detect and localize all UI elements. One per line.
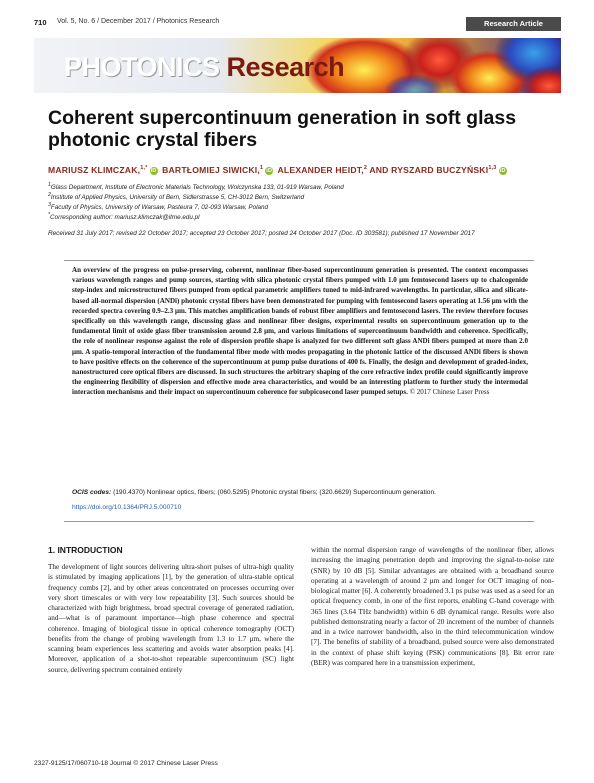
- orcid-icon[interactable]: iD: [150, 167, 157, 174]
- abstract-text: An overview of the progress on pulse-preserving, coherent, nonlinear fiber-based supercontinuum generation is presented. The context encompasses various wavelength ranges and pump sources, starting with silica photonic crystal fibers pumped with 1.0 μm femtosecond lasers up to chalcogenide step-index and microstructured fibers pumped from optical parametric amplifiers tuned to mid-infrared wavelengths. In particular, silica and silicate-based all-normal dispersion (ANDi) photonic crystal fibers have been demonstrated for pumping with femtosecond lasers operating at 1.56 μm with the recorded spectra covering 0.9–2.3 μm. This matches amplification bands of robust fiber amplifiers and femtosecond lasers. The review therefore focuses specifically on this wavelength range, discussing glass and nonlinear fiber designs, experimental results on supercontinuum generation up to the fundamental limit of oxide glass fiber transmission around 2.8 μm, and various limitations of supercontinuum bandwidth and coherence. Specifically, the role of nonlinear response against the role of dispersion profile shape is analyzed for two different soft glass ANDi fibers pumped at more than 2.0 μm. A spatio-temporal interaction of the fundamental fiber mode with modes propagating in the photonic lattice of the discussed ANDi fibers is shown to have positive effects on the coherence of the supercontinuum at pump pulse durations of 400 fs. Finally, the design and development of graded-index, nanostructured core optical fibers are discussed. In such structures the arbitrary shaping of the core refractive index profile could significantly improve the engineering flexibility of dispersion and effective mode area characteristics, and would be an interesting platform to further study the intermodal interaction mechanisms and their impact on supercontinuum coherence for subpicosecond laser pumped setups.: [72, 266, 528, 397]
- affiliation-text: Institute of Applied Physics, University of Bern, Sidlerstrasse 5, CH-3012 Bern, Switzerland: [50, 194, 305, 202]
- affiliation-text: Faculty of Physics, University of Warsaw, Pasteura 7, 02-093 Warsaw, Poland: [50, 204, 269, 212]
- author-name: MARIUSZ KLIMCZAK,: [48, 165, 141, 175]
- paper-title: Coherent supercontinuum generation in soft glass photonic crystal fibers: [48, 107, 517, 151]
- abstract: [72, 265, 528, 398]
- publication-history: Received 31 July 2017; revised 22 October 2017; accepted 23 October 2017; posted 24 October 2017 (Doc. ID 303581); published 17 November 2017: [48, 230, 475, 237]
- doi-link[interactable]: https://doi.org/10.1364/PRJ.5.000710: [72, 504, 182, 511]
- journal-logo: [64, 52, 344, 83]
- affiliation: [48, 182, 344, 191]
- affiliation-text[interactable]: Corresponding author: mariusz.klimczak@itme.edu.pl: [50, 214, 200, 222]
- author-affiliation-mark: 2: [363, 165, 368, 172]
- intro-right-column: within the normal dispersion range of wavelengths of the nonlinear fiber, allows increasing the imaging penetration depth and improving the signal-to-noise rate (SNR) by 10 dB [5]. Similar advantages are obtained with a broadband source operating at a wavelength of around 2 μm and longer for OCT imaging of non-biological matter [6]. A coherently broadened 3.1 ps pulse was used as a seed for an optical frequency comb, in one of the first reports, enabling C-band coverage with 365 lines (3.64 THz bandwidth) within 6 dB dynamical range. Results were also published demonstrating nearly a factor of 20 increment of the number of channels and in a twice narrower bandwidth, also in the third telecommunication window [7]. The benefits of stability of a broadband, pulsed source were also demonstrated in the context of phase shift keying (PSK) communications [8]. Bit error rate (BER) was compared here in a transmission experiment,: [311, 546, 555, 667]
- ocis-codes: [72, 489, 542, 496]
- affiliation-number: 1: [48, 182, 51, 188]
- page-number: 710: [34, 18, 47, 27]
- orcid-icon[interactable]: iD: [499, 167, 506, 174]
- ocis-values: (190.4370) Nonlinear optics, fibers; (060.5295) Photonic crystal fibers; (320.6629) Supercontinuum generation.: [113, 489, 436, 496]
- section-heading: 1. INTRODUCTION: [48, 545, 123, 555]
- journal-banner: [34, 38, 561, 93]
- corresponding-author: [48, 212, 200, 221]
- affiliation: [48, 202, 268, 211]
- affiliation-number: *: [48, 212, 51, 218]
- author-affiliation-mark: 1: [259, 165, 264, 172]
- author-name: AND RYSZARD BUCZYŃSKI: [369, 165, 489, 175]
- orcid-icon[interactable]: iD: [266, 167, 273, 174]
- ocis-label: OCIS codes:: [72, 489, 112, 496]
- affiliation-number: 3: [48, 202, 51, 208]
- affiliation-text: Glass Department, Institute of Electronic Materials Technology, Wolczynska 133, 01-919 Warsaw, Poland: [50, 184, 344, 192]
- intro-left-column: The development of light sources delivering ultra-short pulses of ultra-high quality is stimulated by imaging applications [1], by the generation of ultra-stable optical frequency combs [2], and by other areas concentrated on processes occurring over very short timescales or with very low repeatability [3]. Such sources should be characterized with high brightness, broad spectral coverage of generated radiation, and—what is of paramount importance—high phase coherence and spectral coherence. Imaging of biological tissue in optical coherence tomography (OCT) benefits from the change of probing wavelength from 1.3 to 1.7 μm, where the scanning beam experiences less scattering and avoids water absorption peaks [4]. Moreover, application of a shot-to-shot repeatable supercontinuum (SC) light source, delivering spectrum contained entirely: [48, 563, 294, 674]
- abstract-divider-bottom: [64, 521, 534, 522]
- journal-logo-part2: Research: [226, 52, 345, 82]
- author-name: ALEXANDER HEIDT,: [277, 165, 364, 175]
- article-type-badge: Research Article: [466, 17, 561, 31]
- affiliation-number: 2: [48, 192, 51, 198]
- running-header: [34, 17, 561, 31]
- author-affiliation-mark: 1,*: [140, 165, 148, 172]
- copyright: © 2017 Chinese Laser Press: [409, 388, 490, 397]
- affiliation: [48, 192, 304, 201]
- author-list: [48, 165, 558, 175]
- author-name: BARTŁOMIEJ SIWICKI,: [162, 165, 260, 175]
- page-footer: 2327-9125/17/060710-18 Journal © 2017 Chinese Laser Press: [34, 760, 218, 767]
- journal-logo-part1: PHOTONICS: [64, 52, 220, 82]
- author-affiliation-mark: 1,3: [488, 165, 497, 172]
- journal-info: Vol. 5, No. 6 / December 2017 / Photonics Research: [57, 18, 220, 25]
- abstract-divider-top: [64, 260, 534, 261]
